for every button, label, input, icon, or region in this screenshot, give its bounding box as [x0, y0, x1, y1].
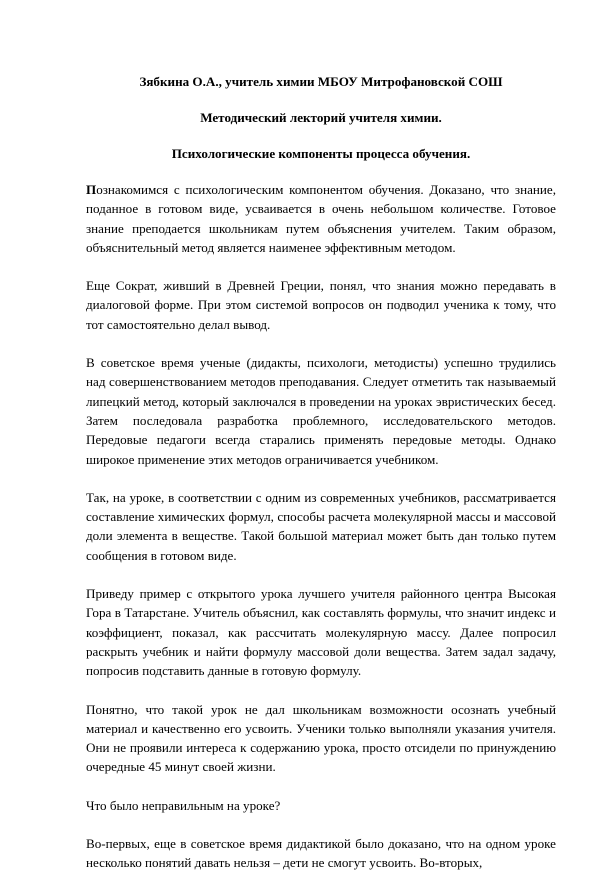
paragraph-4: Так, на уроке, в соответствии с одним из современных учебников, рассматривается составление химических формул, способы расчета молекулярной массы и массовой доли элемента в веществе. Такой большой материал может быть дан только путем сообщения в готовом виде.	[86, 489, 556, 563]
paragraph-5: Приведу пример с открытого урока лучшего учителя районного центра Высокая Гора в Татарстане. Учитель объяснил, как составлять формулы, что значит индекс и коэффициент, показал, как рассчитать молекулярную массу. Далее попросил раскрыть учебник и найти формулу массовой доли вещества. Затем задал задачу, попросив подставить данные в готовую формулу.	[86, 586, 556, 679]
paragraph-6: Понятно, что такой урок не дал школьникам возможности осознать учебный материал и качественно его усвоить. Ученики только выполняли указания учителя. Они не проявили интереса к содержанию урока, просто отсидели по принуждению очередные 45 минут своей жизни.	[86, 701, 556, 775]
paragraph-8: Во-первых, еще в советское время дидактикой было доказано, что на одном уроке несколько понятий давать нельзя – дети не смогут усвоить. Во-вторых,	[86, 836, 556, 871]
paragraph-7: Что было неправильным на уроке?	[86, 797, 281, 813]
document-body	[86, 64, 556, 873]
document-title: Психологические компоненты процесса обучения.	[171, 146, 471, 161]
author-line: Зябкина О.А., учитель химии МБОУ Митрофановской СОШ	[139, 74, 503, 89]
paragraph-1	[86, 180, 556, 257]
paragraph-text: ознакомимся с психологическим компонентом обучения. Доказано, что знание, поданное в готовом виде, усваивается в очень небольшом количестве. Готовое знание преподается школьникам путем объяснения учителем. Таким образом, объяснительный метод является наименее эффективным методом.	[86, 182, 556, 255]
document-subtitle: Методический лекторий учителя химии.	[200, 110, 442, 125]
paragraph-initial: П	[86, 182, 97, 197]
paragraph-3: В советское время ученые (дидакты, психологи, методисты) успешно трудились над совершенствованием методов преподавания. Следует отметить так называемый липецкий метод, который заключался в проведении на уроках эвристических бесед. Затем последовала разработка проблемного, исследовательского методов. Передовые педагоги всегда старались применять передовые методы. Однако широкое применение этих методов ограничивается учебником.	[86, 355, 556, 467]
paragraph-2: Еще Сократ, живший в Древней Греции, понял, что знания можно передавать в диалоговой форме. При этом системой вопросов он подводил ученика к тому, что тот самостоятельно делал вывод.	[86, 278, 556, 332]
